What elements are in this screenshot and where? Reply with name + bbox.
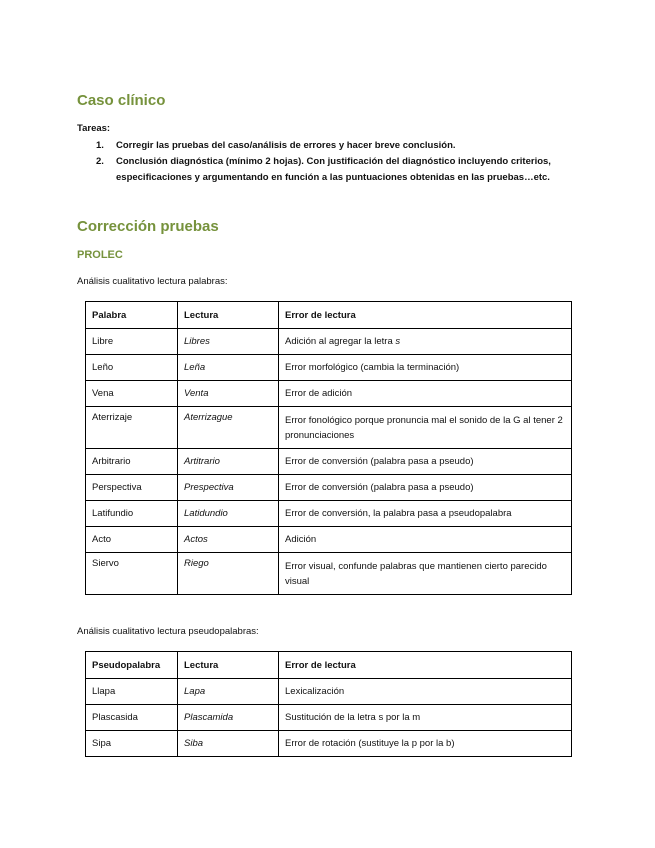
table-row bbox=[86, 355, 572, 381]
list-number: 2. bbox=[96, 156, 104, 167]
tareas-label: Tareas: bbox=[77, 123, 111, 134]
cell-palabra: Aterrizaje bbox=[86, 407, 178, 449]
table-row bbox=[86, 449, 572, 475]
heading-correccion-pruebas: Corrección pruebas bbox=[77, 218, 219, 235]
caption-palabras: Análisis cualitativo lectura palabras: bbox=[77, 276, 228, 287]
cell-lectura: Aterrizague bbox=[178, 407, 279, 449]
header-lectura: Lectura bbox=[178, 302, 279, 329]
table-header-row bbox=[86, 302, 572, 329]
table-row bbox=[86, 731, 572, 757]
cell-lectura: Venta bbox=[178, 381, 279, 407]
header-palabra: Palabra bbox=[86, 302, 178, 329]
table-row bbox=[86, 679, 572, 705]
cell-palabra: Llapa bbox=[86, 679, 178, 705]
list-item bbox=[77, 154, 582, 186]
table-header-row bbox=[86, 652, 572, 679]
cell-lectura: Artitrario bbox=[178, 449, 279, 475]
cell-error: Adición bbox=[279, 527, 572, 553]
cell-palabra: Arbitrario bbox=[86, 449, 178, 475]
tareas-list bbox=[77, 138, 582, 186]
list-text: Conclusión diagnóstica (mínimo 2 hojas). Con justificación del diagnóstico incluyendo criterios, especificaciones y argumentando en función a las puntuaciones obtenidas en las pruebas…etc. bbox=[116, 156, 551, 183]
cell-error: Error de adición bbox=[279, 381, 572, 407]
cell-palabra: Acto bbox=[86, 527, 178, 553]
cell-error: Error fonológico porque pronuncia mal el sonido de la G al tener 2 pronunciaciones bbox=[279, 407, 572, 449]
cell-lectura: Leña bbox=[178, 355, 279, 381]
list-item bbox=[77, 138, 582, 154]
cell-error: Lexicalización bbox=[279, 679, 572, 705]
header-lectura: Lectura bbox=[178, 652, 279, 679]
cell-error: Error morfológico (cambia la terminación) bbox=[279, 355, 572, 381]
cell-palabra: Vena bbox=[86, 381, 178, 407]
table-row bbox=[86, 501, 572, 527]
cell-lectura: Prespectiva bbox=[178, 475, 279, 501]
list-text: Corregir las pruebas del caso/análisis de errores y hacer breve conclusión. bbox=[116, 140, 456, 151]
caption-pseudopalabras: Análisis cualitativo lectura pseudopalabras: bbox=[77, 626, 259, 637]
cell-palabra: Libre bbox=[86, 329, 178, 355]
cell-error: Error de rotación (sustituye la p por la b) bbox=[279, 731, 572, 757]
cell-palabra: Plascasida bbox=[86, 705, 178, 731]
cell-palabra: Latifundio bbox=[86, 501, 178, 527]
cell-palabra: Siervo bbox=[86, 553, 178, 595]
cell-palabra: Sipa bbox=[86, 731, 178, 757]
header-error: Error de lectura bbox=[279, 302, 572, 329]
table-row bbox=[86, 381, 572, 407]
table-row bbox=[86, 527, 572, 553]
table-row bbox=[86, 329, 572, 355]
heading-prolec: PROLEC bbox=[77, 249, 123, 261]
header-error: Error de lectura bbox=[279, 652, 572, 679]
cell-error: Adición al agregar la letra s bbox=[279, 329, 572, 355]
cell-lectura: Plascamida bbox=[178, 705, 279, 731]
table-row bbox=[86, 553, 572, 595]
table-pseudopalabras bbox=[85, 651, 572, 757]
cell-palabra: Perspectiva bbox=[86, 475, 178, 501]
cell-palabra: Leño bbox=[86, 355, 178, 381]
table-palabras bbox=[85, 301, 572, 595]
cell-lectura: Lapa bbox=[178, 679, 279, 705]
cell-lectura: Actos bbox=[178, 527, 279, 553]
heading-caso-clinico: Caso clínico bbox=[77, 92, 166, 109]
cell-lectura: Riego bbox=[178, 553, 279, 595]
table-row bbox=[86, 407, 572, 449]
cell-error: Error de conversión (palabra pasa a pseudo) bbox=[279, 475, 572, 501]
cell-error: Error visual, confunde palabras que mantienen cierto parecido visual bbox=[279, 553, 572, 595]
list-number: 1. bbox=[96, 140, 104, 151]
cell-lectura: Latidundio bbox=[178, 501, 279, 527]
cell-error: Sustitución de la letra s por la m bbox=[279, 705, 572, 731]
table-row bbox=[86, 475, 572, 501]
cell-error: Error de conversión (palabra pasa a pseudo) bbox=[279, 449, 572, 475]
cell-lectura: Siba bbox=[178, 731, 279, 757]
cell-error: Error de conversión, la palabra pasa a pseudopalabra bbox=[279, 501, 572, 527]
table-row bbox=[86, 705, 572, 731]
cell-lectura: Libres bbox=[178, 329, 279, 355]
header-pseudopalabra: Pseudopalabra bbox=[86, 652, 178, 679]
